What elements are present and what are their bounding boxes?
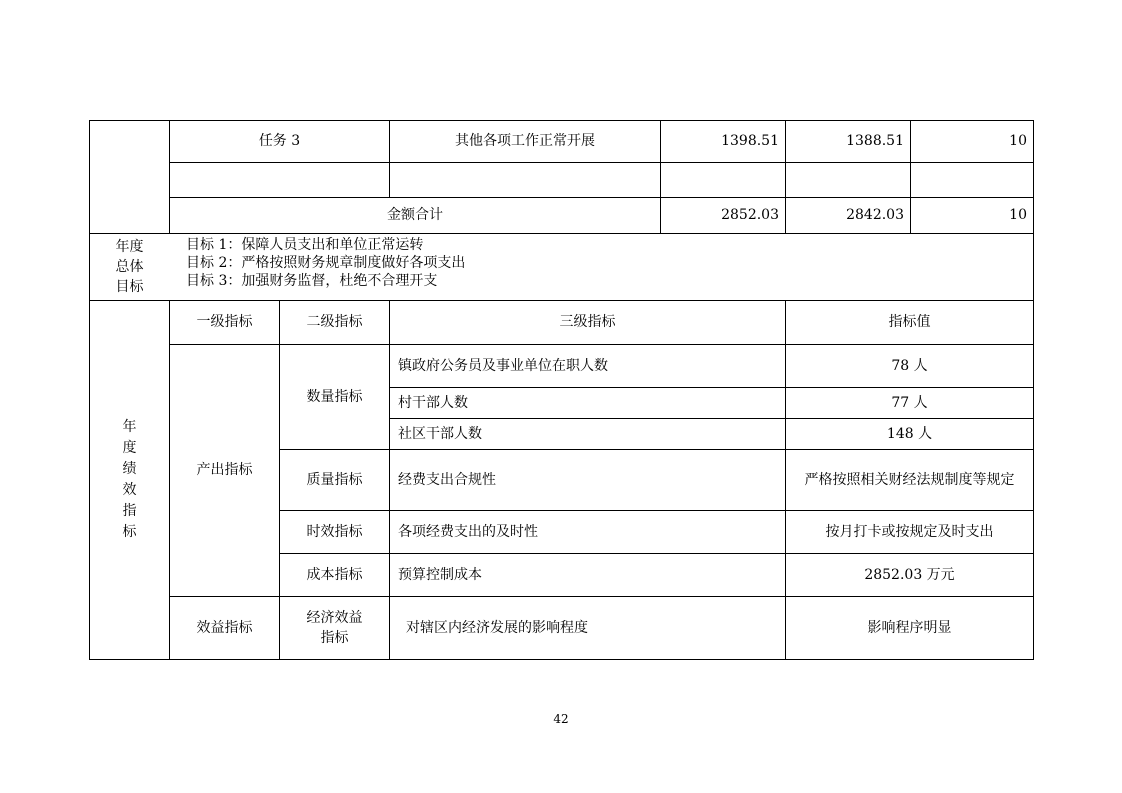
annual-goals-label <box>90 234 169 300</box>
label-char: 指 <box>122 503 137 519</box>
level3-name: 各项经费支出的及时性 <box>398 523 538 540</box>
label-line: 目标 <box>115 279 144 295</box>
amount-a: 1398.51 <box>721 133 779 149</box>
level2-economic-line: 经济效益 <box>306 610 363 626</box>
level2-economic <box>280 597 389 659</box>
empty-a <box>661 163 785 197</box>
header-level2: 二级指标 <box>306 314 363 330</box>
page-number: 42 <box>553 712 569 726</box>
level2-quality: 质量指标 <box>306 471 363 488</box>
level3-value: 2852.03 万元 <box>864 566 955 583</box>
level3-value: 78 人 <box>891 357 928 374</box>
goal-line: 目标 1：保障人员支出和单位正常运转 <box>186 237 424 253</box>
goal-line: 目标 2：严格按照财务规章制度做好各项支出 <box>186 255 466 271</box>
label-char: 绩 <box>122 461 137 477</box>
total-c: 10 <box>1009 207 1027 223</box>
label-line: 总体 <box>115 259 144 275</box>
level3-name: 对辖区内经济发展的影响程度 <box>406 619 588 636</box>
level3-name: 预算控制成本 <box>398 566 482 583</box>
empty-label <box>170 163 389 197</box>
level3-value: 影响程序明显 <box>867 619 952 636</box>
level2-cost: 成本指标 <box>306 566 363 583</box>
header-level3: 三级指标 <box>559 314 616 330</box>
level3-value: 77 人 <box>891 394 928 411</box>
total-a: 2852.03 <box>721 207 779 223</box>
total-label: 金额合计 <box>387 207 443 223</box>
level2-economic-line: 指标 <box>320 630 349 646</box>
goal-line: 目标 3：加强财务监督，杜绝不合理开支 <box>186 273 438 289</box>
label-line: 年度 <box>115 239 144 255</box>
level3-value: 严格按照相关财经法规制度等规定 <box>804 471 1015 488</box>
empty-b <box>786 163 910 197</box>
label-char: 年 <box>122 419 137 435</box>
level3-name: 村干部人数 <box>398 394 468 411</box>
task-label: 任务 3 <box>258 133 301 149</box>
amount-b: 1388.51 <box>846 133 904 149</box>
label-char: 效 <box>122 482 137 498</box>
total-b: 2842.03 <box>846 207 904 223</box>
level1-output: 产出指标 <box>196 462 253 478</box>
level3-value: 148 人 <box>886 425 933 442</box>
level3-name: 经费支出合规性 <box>398 471 496 488</box>
header-level1: 一级指标 <box>196 314 253 330</box>
level3-name: 镇政府公务员及事业单位在职人数 <box>398 357 608 374</box>
amount-c: 10 <box>1009 133 1027 149</box>
level1-benefit: 效益指标 <box>196 619 253 636</box>
label-char: 标 <box>122 524 137 540</box>
empty-c <box>911 163 1033 197</box>
perf-label <box>90 301 169 659</box>
level3-value: 按月打卡或按规定及时支出 <box>825 523 994 540</box>
level2-quantity: 数量指标 <box>306 388 363 405</box>
annual-goals-text <box>186 236 1026 290</box>
task-content: 其他各项工作正常开展 <box>455 133 595 149</box>
label-char: 度 <box>122 440 137 456</box>
level2-timeliness: 时效指标 <box>306 523 363 540</box>
header-value: 指标值 <box>888 314 931 330</box>
empty-content <box>390 163 660 197</box>
level3-name: 社区干部人数 <box>398 425 482 442</box>
